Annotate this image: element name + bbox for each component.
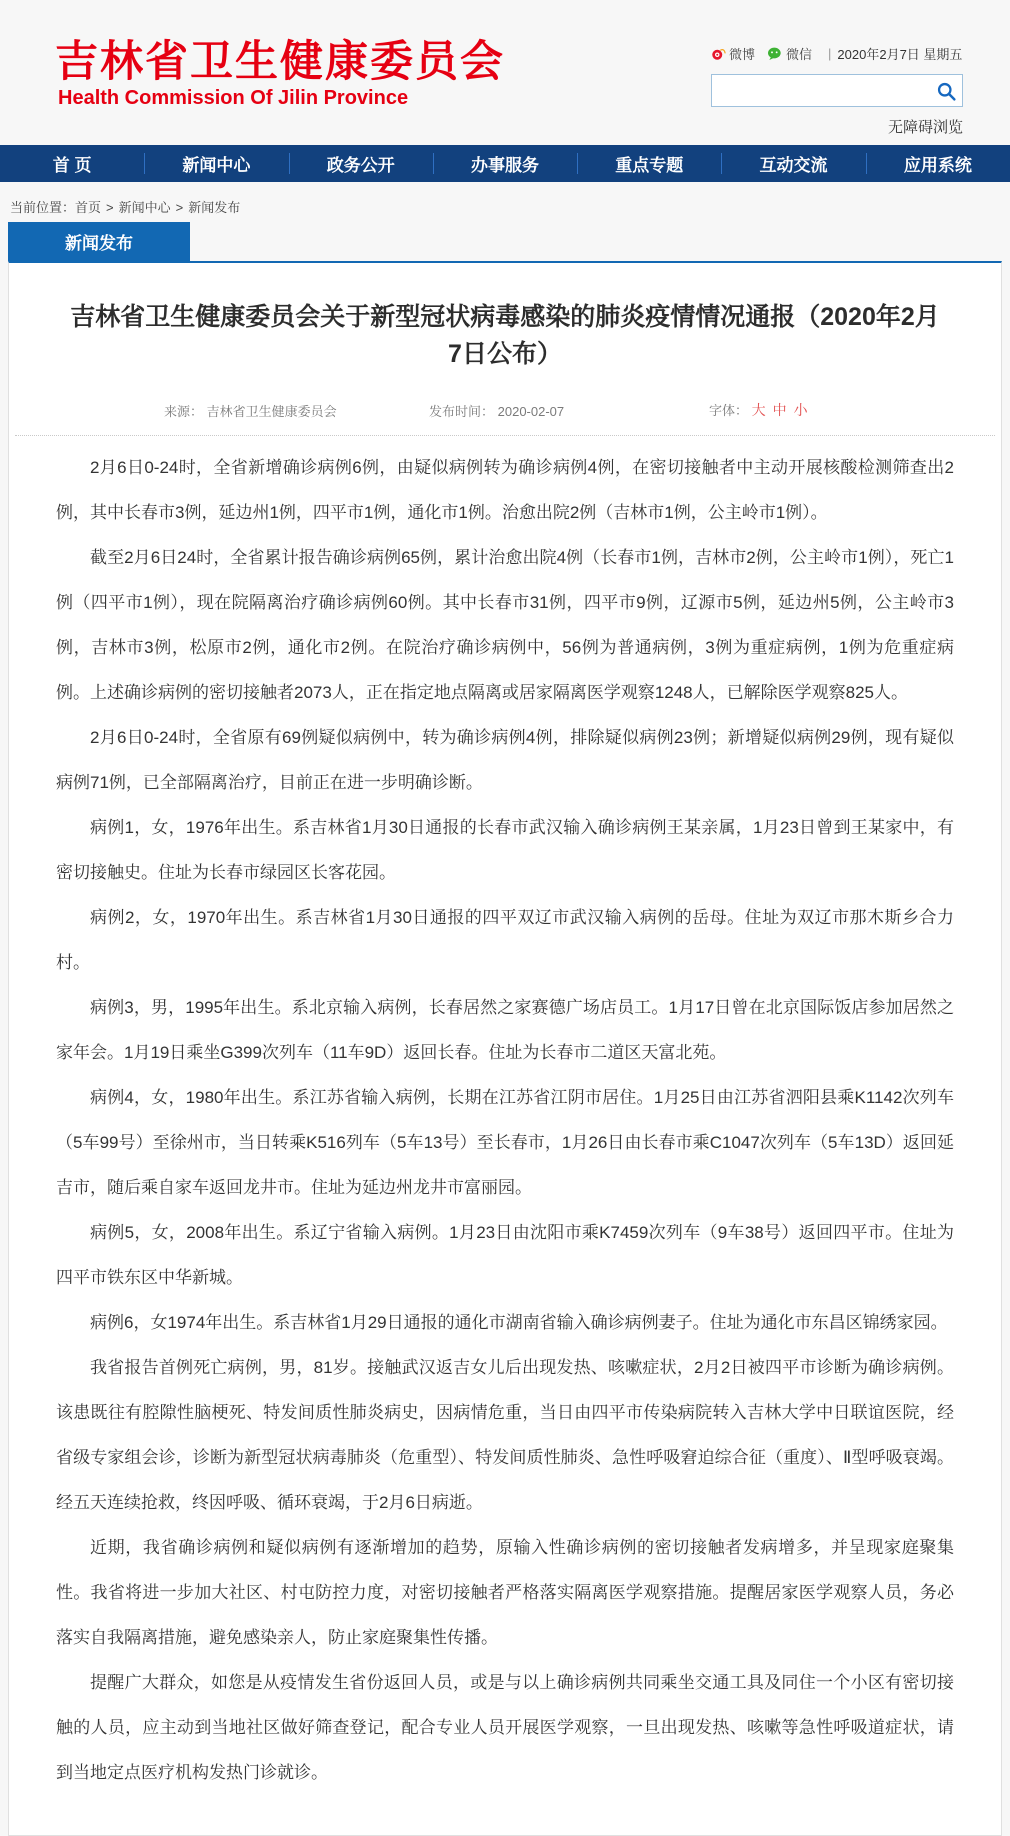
- site-logo-title: 吉林省卫生健康委员会: [55, 38, 505, 86]
- meta-source: [164, 401, 429, 420]
- font-size-options: [752, 403, 815, 418]
- date-text: 2020年2月7日 星期五: [837, 47, 963, 62]
- meta-font-label: 字体：: [709, 403, 749, 418]
- meta-source-label: 来源：: [164, 403, 204, 419]
- nav-item-news-center[interactable]: 新闻中心: [144, 145, 288, 182]
- article-paragraph: 病例1，女，1976年出生。系吉林省1月30日通报的长春市武汉输入确诊病例王某亲属，1月23日曾到王某家中，有密切接触史。住址为长春市绿园区长客花园。: [56, 818, 954, 882]
- meta-publish-label: 发布时间：: [429, 403, 495, 419]
- article-paragraph: 病例4，女，1980年出生。系江苏省输入病例，长期在江苏省江阴市居住。1月25日由江苏省泗阳县乘K1142次列车（5车99号）至徐州市，当日转乘K516列车（5车13号）至长春市，1月26日由长春市乘C1047次列车（5车13D）返回延吉市，随后乘自家车返回龙井市。住址为延边州龙井市富丽园。: [56, 1088, 954, 1197]
- weibo-link[interactable]: [711, 44, 755, 63]
- article-paragraph: 近期，我省确诊病例和疑似病例有逐渐增加的趋势，原输入性确诊病例的密切接触者发病增多，并呈现家庭聚集性。我省将进一步加大社区、村屯防控力度，对密切接触者严格落实隔离医学观察措施。提醒居家医学观察人员，务必落实自我隔离措施，避免感染亲人，防止家庭聚集性传播。: [56, 1538, 954, 1647]
- article-paragraph: 病例3，男，1995年出生。系北京输入病例，长春居然之家赛德广场店员工。1月17日曾在北京国际饭店参加居然之家年会。1月19日乘坐G399次列车（11车9D）返回长春。住址为长春市二道区天富北苑。: [56, 998, 954, 1062]
- font-size-option[interactable]: 中: [772, 402, 787, 418]
- article-paragraph: 截至2月6日24时，全省累计报告确诊病例65例，累计治愈出院4例（长春市1例，吉林市2例，公主岭市1例），死亡1例（四平市1例），现在院隔离治疗确诊病例60例。其中长春市31例，四平市9例，辽源市5例，延边州5例，公主岭市3例，吉林市3例，松原市2例，通化市2例。在院治疗确诊病例中，56例为普通病例，3例为重症病例，1例为危重症病例。上述确诊病例的密切接触者2073人，正在指定地点隔离或居家隔离医学观察1248人，已解除医学观察825人。: [56, 548, 954, 702]
- search-button[interactable]: [934, 79, 958, 103]
- breadcrumb-link[interactable]: 首页: [75, 200, 102, 215]
- weibo-icon: [711, 46, 726, 61]
- meta-publish-time: [429, 401, 709, 420]
- meta-font-size: [709, 400, 815, 420]
- font-size-option[interactable]: 小: [793, 402, 808, 418]
- article-meta: [9, 400, 1001, 420]
- article-paragraph: 2月6日0-24时，全省新增确诊病例6例，由疑似病例转为确诊病例4例，在密切接触者中主动开展核酸检测筛查出2例，其中长春市3例，延边州1例，四平市1例，通化市1例。治愈出院2例（吉林市1例，公主岭市1例）。: [56, 458, 954, 522]
- breadcrumb-separator: >: [106, 200, 114, 215]
- article-paragraph: 2月6日0-24时，全省原有69例疑似病例中，转为确诊病例4例，排除疑似病例23例；新增疑似病例29例，现有疑似病例71例，已全部隔离治疗，目前正在进一步明确诊断。: [56, 728, 954, 792]
- article-body: [9, 436, 1001, 1795]
- breadcrumb-links: [75, 200, 240, 215]
- nav-item-gov-affairs[interactable]: 政务公开: [289, 145, 433, 182]
- main-nav: [0, 145, 1010, 182]
- article-paragraph: 病例2，女，1970年出生。系吉林省1月30日通报的四平双辽市武汉输入病例的岳母。住址为双辽市那木斯乡合力村。: [56, 908, 954, 972]
- nav-item-interaction[interactable]: 互动交流: [721, 145, 865, 182]
- wechat-label: 微信: [786, 47, 813, 62]
- article-paragraph: 提醒广大群众，如您是从疫情发生省份返回人员，或是与以上确诊病例共同乘坐交通工具及同住一个小区有密切接触的人员，应主动到当地社区做好筛查登记，配合专业人员开展医学观察，一旦出现发热、咳嗽等急性呼吸道症状，请到当地定点医疗机构发热门诊就诊。: [56, 1673, 954, 1782]
- nav-item-home[interactable]: 首 页: [52, 156, 92, 175]
- breadcrumb: [0, 182, 1010, 215]
- tab-news-release[interactable]: 新闻发布: [8, 222, 190, 261]
- wechat-icon: [767, 46, 783, 62]
- site-header: [0, 0, 1010, 145]
- meta-publish-value: 2020-02-07: [497, 403, 565, 419]
- wechat-link[interactable]: [767, 44, 812, 63]
- weibo-label: 微博: [729, 47, 756, 62]
- meta-source-value: 吉林省卫生健康委员会: [206, 403, 337, 419]
- accessibility-link[interactable]: 无障碍浏览: [887, 119, 963, 136]
- header-right-panel: [711, 44, 963, 137]
- article-container: [8, 261, 1002, 1836]
- breadcrumb-separator: >: [175, 200, 184, 215]
- search-input[interactable]: [712, 75, 924, 106]
- article-paragraph: 我省报告首例死亡病例，男，81岁。接触武汉返吉女儿后出现发热、咳嗽症状，2月2日被四平市诊断为确诊病例。该患既往有腔隙性脑梗死、特发间质性肺炎病史，因病情危重，当日由四平市传染病院转入吉林大学中日联谊医院，经省级专家组会诊，诊断为新型冠状病毒肺炎（危重型）、特发间质性肺炎、急性呼吸窘迫综合征（重度）、Ⅱ型呼吸衰竭。经五天连续抢救，终因呼吸、循环衰竭，于2月6日病逝。: [56, 1358, 954, 1512]
- article-paragraph: 病例5，女，2008年出生。系辽宁省输入病例。1月23日由沈阳市乘K7459次列车（9车38号）返回四平市。住址为四平市铁东区中华新城。: [56, 1223, 954, 1287]
- breadcrumb-link[interactable]: 新闻发布: [188, 200, 241, 215]
- breadcrumb-prefix: 当前位置：: [10, 200, 76, 215]
- social-row: [711, 44, 963, 63]
- article-paragraph: 病例6，女1974年出生。系吉林省1月29日通报的通化市湖南省输入确诊病例妻子。住址为通化市东昌区锦绣家园。: [90, 1313, 948, 1332]
- font-size-option[interactable]: 大: [751, 402, 766, 418]
- nav-item-services[interactable]: 办事服务: [433, 145, 577, 182]
- date-separator: |: [828, 46, 832, 61]
- nav-item-special-topics[interactable]: 重点专题: [577, 145, 721, 182]
- site-logo-subtitle: Health Commission Of Jilin Province: [58, 87, 409, 109]
- article-title: 吉林省卫生健康委员会关于新型冠状病毒感染的肺炎疫情情况通报（2020年2月7日公布）: [70, 303, 940, 368]
- date-display: [828, 44, 962, 63]
- breadcrumb-link[interactable]: 新闻中心: [118, 200, 171, 215]
- search-box: [711, 74, 963, 107]
- nav-item-applications[interactable]: 应用系统: [866, 145, 1010, 182]
- search-icon: [936, 81, 957, 102]
